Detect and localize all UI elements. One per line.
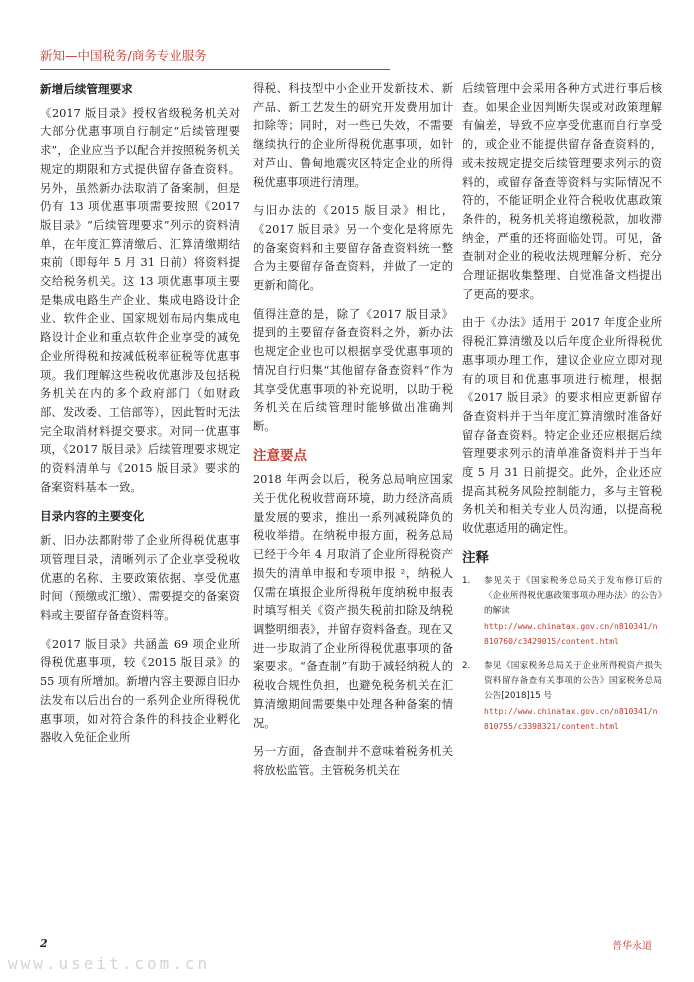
paragraph: 2018 年两会以后，税务总局响应国家关于优化税收营商环境，助力经济高质量发展的要求，推出一系列减税降负的税收举措。在纳税申报方面，税务总局已经于今年 4 月取消了企业所得税资产损失的清单申报和专项申报 ²，纳税人仅需在填报企业所得税年度纳税申报表时填写相关《资产损失税前扣除及纳税调整明细表》，并留存资料备查。现在又进一步取消了企业所得税优惠事项的备案要求。“备查制”有助于减轻纳税人的税收合规性负担，也避免税务机关在汇算清缴期间需要集中处理各种备案的情况。 bbox=[253, 473, 453, 730]
notes-heading: 注释 bbox=[462, 549, 489, 566]
paragraph: 值得注意的是，除了《2017 版目录》提到的主要留存备查资料之外，新办法也规定企业也可以根据享受优惠事项的情况自行归集“其他留存备查资料”作为其享受优惠事项的补充说明，以助于税务机关在后续管理时能够做出准确判断。 bbox=[253, 307, 453, 433]
note-item bbox=[462, 574, 662, 649]
footer-brand: 普华永道 bbox=[612, 941, 652, 952]
note-text: 参见关于《国家税务总局关于发布修订后的〈企业所得税优惠政策事项办理办法〉的公告》的解读 bbox=[484, 575, 662, 616]
paragraph: 另一方面，备查制并不意味着税务机关将放松监管。主管税务机关在 bbox=[253, 745, 453, 777]
paragraph: 《2017 版目录》共涵盖 69 项企业所得税优惠事项，较《2015 版目录》的 55 项有所增加。新增内容主要源自旧办法发布以后出台的一系列企业所得税优惠事项，如对符合条件的科技企业孵化器收入免征企业所 bbox=[40, 637, 240, 745]
note-item bbox=[462, 659, 662, 734]
note-text: 参见《国家税务总局关于企业所得税资产损失资料留存备查有关事项的公告》国家税务总局公告[2018]15 号 bbox=[484, 660, 662, 701]
note-number: 1. bbox=[462, 575, 471, 586]
paragraph: 与旧办法的《2015 版目录》相比，《2017 版目录》另一个变化是将原先的备案资料和主要留存备查资料统一整合为主要留存备查资料，并做了一定的更新和简化。 bbox=[253, 204, 453, 293]
watermark: www.useit.com.cn bbox=[8, 954, 211, 973]
notes-list bbox=[462, 574, 662, 734]
section-heading-follow-up: 新增后续管理要求 bbox=[40, 82, 133, 96]
column-left bbox=[40, 80, 240, 758]
paragraph: 《2017 版目录》授权省级税务机关对大部分优惠事项自行制定“后续管理要求”，企业应当予以配合并按照税务机关规定的期限和方式提供留存备查资料。另外，虽然新办法取消了备案制，但是仍有 13 项优惠事项需要按照《2017 版目录》“后续管理要求”列示的资料清单，在年度汇算清缴后、汇算清缴期结束前（即每年 5 月 31 日前）将资料提交给税务机关。这 13 项优惠事项主要是集成电路生产企业、集成电路设计企业、软件企业、国家规划布局内集成电路设计企业和重点软件企业享受的减免企业所得税和按减低税率征税等优惠事项。我们理解这些税收优惠涉及包括税务机关在内的多个政府部门（如财政部、发改委、工信部等），因此暂时无法完全取消材料提交要求。对同一优惠事项，《2017 版目录》后续管理要求规定的资料清单与《2015 版目录》要求的备案资料基本一致。 bbox=[40, 106, 240, 494]
note-link[interactable]: http://www.chinatax.gov.cn/n810341/n810760/c3429015/content.html bbox=[484, 621, 658, 646]
paragraph: 得税、科技型中小企业开发新技术、新产品、新工艺发生的研究开发费用加计扣除等；同时，对一些已失效，不需要继续执行的企业所得税优惠事项，如针对芦山、鲁甸地震灾区特定企业的所得税优惠事项进行清理。 bbox=[253, 82, 453, 189]
page-number: 2 bbox=[40, 937, 48, 950]
running-header: 新知—中国税务/商务专业服务 bbox=[40, 46, 390, 70]
paragraph: 由于《办法》适用于 2017 年度企业所得税汇算清缴及以后年度企业所得税优惠事项办理工作，建议企业应立即对现有的项目和优惠事项进行梳理，根据《2017 版目录》的要求相应更新留存备查资料并于当年度汇算清缴时准备好留存备查资料。特定企业还应根据后续管理要求列示的清单准备资料并于当年度 5 月 31 日前提交。此外，企业还应提高其税务风险控制能力，多与主管税务机关和相关专业人员沟通，以提高税收优惠适用的确定性。 bbox=[462, 316, 662, 536]
section-heading-key-points: 注意要点 bbox=[253, 447, 307, 464]
column-right bbox=[462, 80, 662, 744]
column-middle bbox=[253, 80, 453, 791]
section-heading-catalog-changes: 目录内容的主要变化 bbox=[40, 509, 145, 524]
note-number: 2. bbox=[462, 660, 471, 671]
paragraph: 新、旧办法都附带了企业所得税优惠事项管理目录，清晰列示了企业享受税收优惠的名称、主要政策依据、享受优惠时间（预缴或汇缴）、需要提交的备案资料或主要留存备查资料等。 bbox=[40, 534, 240, 622]
note-link[interactable]: http://www.chinatax.gov.cn/n810341/n810755/c3398321/content.html bbox=[484, 706, 658, 731]
paragraph: 后续管理中会采用各种方式进行事后核查。如果企业因判断失误或对政策理解有偏差，导致不应享受优惠而自行享受的，或企业不能提供留存备查资料的，或未按规定提交后续管理要求列示的资料的，或留存备查等资料与实际情况不符的，不能证明企业符合税收优惠政策条件的，税务机关将追缴税款，加收滞纳金，严重的还将面临处罚。可见，备查制对企业的税收法规理解分析、充分合理证据收集整理、自觉准备文档提出了更高的要求。 bbox=[462, 82, 662, 301]
